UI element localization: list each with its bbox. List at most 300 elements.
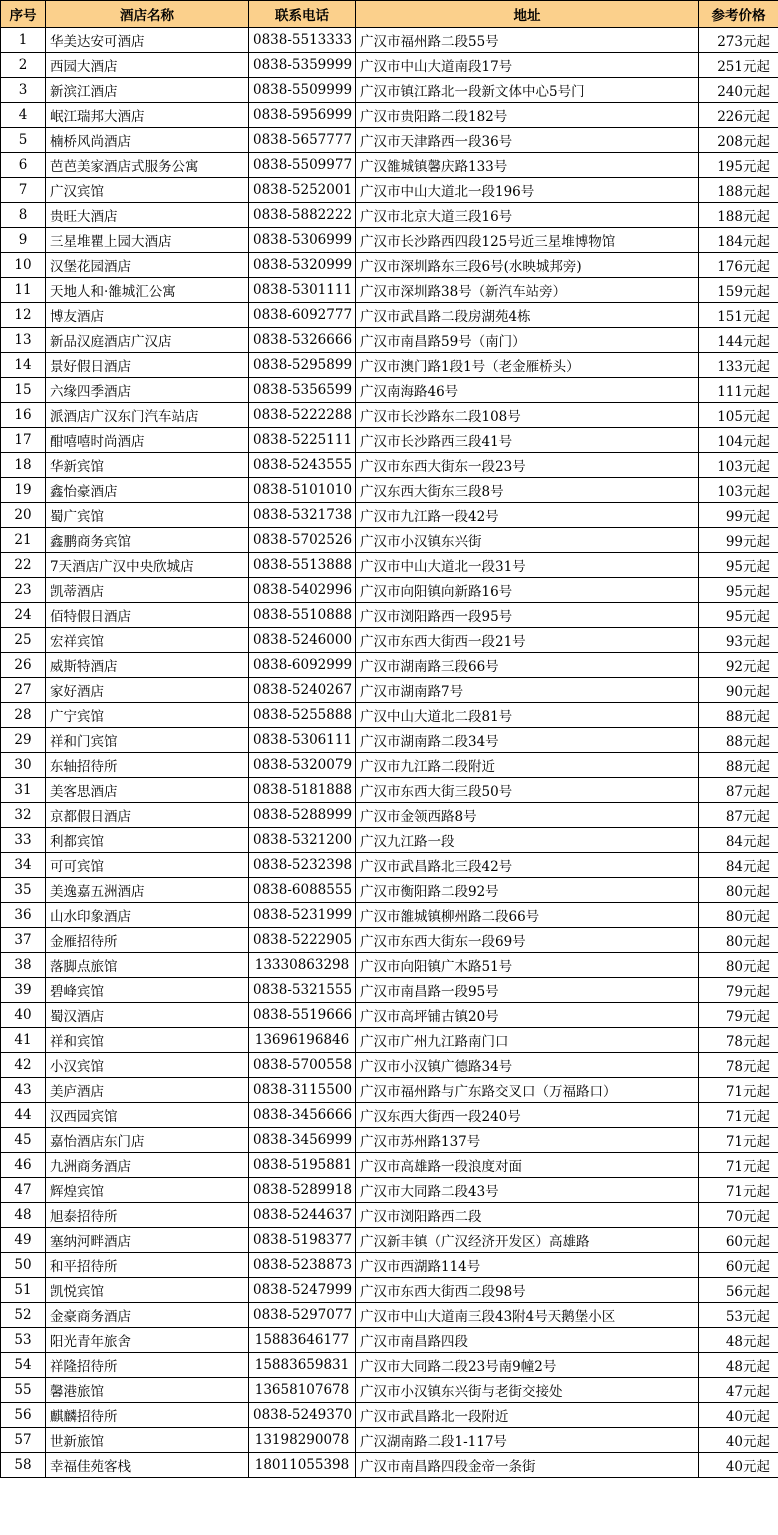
price-cell: 93元起 bbox=[699, 628, 778, 653]
row-number-cell: 48 bbox=[1, 1203, 46, 1228]
phone-number-cell: 0838-5288999 bbox=[249, 803, 356, 828]
table-row bbox=[1, 553, 778, 578]
row-number-cell: 42 bbox=[1, 1053, 46, 1078]
table-row bbox=[1, 578, 778, 603]
address-cell: 广汉市澳门路1段1号（老金雁桥头） bbox=[356, 353, 699, 378]
address-cell: 广汉中山大道北二段81号 bbox=[356, 703, 699, 728]
address-cell: 广汉九江路一段 bbox=[356, 828, 699, 853]
hotel-name-cell: 蜀广宾馆 bbox=[46, 503, 249, 528]
phone-number-cell: 0838-5225111 bbox=[249, 428, 356, 453]
price-cell: 80元起 bbox=[699, 953, 778, 978]
table-row bbox=[1, 1428, 778, 1453]
address-cell: 广汉市大同路二段43号 bbox=[356, 1178, 699, 1203]
address-cell: 广汉市北京大道三段16号 bbox=[356, 203, 699, 228]
address-cell: 广汉市金领西路8号 bbox=[356, 803, 699, 828]
row-number-cell: 56 bbox=[1, 1403, 46, 1428]
row-number-cell: 16 bbox=[1, 403, 46, 428]
table-row bbox=[1, 28, 778, 53]
hotel-name-cell: 鑫鹏商务宾馆 bbox=[46, 528, 249, 553]
price-cell: 188元起 bbox=[699, 178, 778, 203]
phone-number-cell: 15883659831 bbox=[249, 1353, 356, 1378]
table-row bbox=[1, 903, 778, 928]
hotel-name-cell: 鑫怡豪酒店 bbox=[46, 478, 249, 503]
price-cell: 79元起 bbox=[699, 978, 778, 1003]
price-cell: 84元起 bbox=[699, 828, 778, 853]
price-cell: 159元起 bbox=[699, 278, 778, 303]
row-number-cell: 7 bbox=[1, 178, 46, 203]
row-number-cell: 58 bbox=[1, 1453, 46, 1478]
table-row bbox=[1, 1353, 778, 1378]
phone-number-cell: 0838-5882222 bbox=[249, 203, 356, 228]
table-row bbox=[1, 1403, 778, 1428]
phone-number-cell: 18011055398 bbox=[249, 1453, 356, 1478]
hotel-name-cell: 东轴招待所 bbox=[46, 753, 249, 778]
price-cell: 40元起 bbox=[699, 1428, 778, 1453]
hotel-name-cell: 华新宾馆 bbox=[46, 453, 249, 478]
row-number-cell: 23 bbox=[1, 578, 46, 603]
table-row bbox=[1, 153, 778, 178]
hotel-name-cell: 7天酒店广汉中央欣城店 bbox=[46, 553, 249, 578]
address-cell: 广汉东西大街东三段8号 bbox=[356, 478, 699, 503]
address-cell: 广汉市东西大街东一段23号 bbox=[356, 453, 699, 478]
price-cell: 88元起 bbox=[699, 753, 778, 778]
address-cell: 广汉市镇江路北一段新文体中心5号门 bbox=[356, 78, 699, 103]
phone-number-cell: 0838-5356599 bbox=[249, 378, 356, 403]
phone-number-cell: 0838-5231999 bbox=[249, 903, 356, 928]
price-cell: 60元起 bbox=[699, 1253, 778, 1278]
hotel-name-cell: 美客思酒店 bbox=[46, 778, 249, 803]
row-number-cell: 12 bbox=[1, 303, 46, 328]
phone-number-cell: 0838-5359999 bbox=[249, 53, 356, 78]
row-number-cell: 4 bbox=[1, 103, 46, 128]
hotel-name-cell: 新滨江酒店 bbox=[46, 78, 249, 103]
phone-number-cell: 0838-5101010 bbox=[249, 478, 356, 503]
address-cell: 广汉市长沙路西四段125号近三星堆博物馆 bbox=[356, 228, 699, 253]
address-cell: 广汉市中山大道南段17号 bbox=[356, 53, 699, 78]
table-row bbox=[1, 953, 778, 978]
table-row bbox=[1, 928, 778, 953]
phone-number-cell: 0838-5297077 bbox=[249, 1303, 356, 1328]
phone-number-cell: 0838-5326666 bbox=[249, 328, 356, 353]
table-row bbox=[1, 253, 778, 278]
price-cell: 78元起 bbox=[699, 1028, 778, 1053]
price-cell: 104元起 bbox=[699, 428, 778, 453]
table-row bbox=[1, 653, 778, 678]
hotel-name-cell: 蜀汉酒店 bbox=[46, 1003, 249, 1028]
phone-number-cell: 0838-5243555 bbox=[249, 453, 356, 478]
table-row bbox=[1, 1303, 778, 1328]
row-number-cell: 29 bbox=[1, 728, 46, 753]
row-number-cell: 2 bbox=[1, 53, 46, 78]
price-cell: 95元起 bbox=[699, 603, 778, 628]
address-cell: 广汉市湖南路7号 bbox=[356, 678, 699, 703]
hotel-name-cell: 金豪商务酒店 bbox=[46, 1303, 249, 1328]
row-number-cell: 25 bbox=[1, 628, 46, 653]
price-cell: 71元起 bbox=[699, 1078, 778, 1103]
phone-number-cell: 0838-5249370 bbox=[249, 1403, 356, 1428]
price-cell: 151元起 bbox=[699, 303, 778, 328]
phone-number-cell: 0838-5700558 bbox=[249, 1053, 356, 1078]
address-cell: 广汉市武昌路二段房湖苑4栋 bbox=[356, 303, 699, 328]
hotel-name-cell: 派酒店广汉东门汽车站店 bbox=[46, 403, 249, 428]
hotel-name-cell: 天地人和·雒城汇公寓 bbox=[46, 278, 249, 303]
phone-number-cell: 0838-5702526 bbox=[249, 528, 356, 553]
price-cell: 103元起 bbox=[699, 453, 778, 478]
phone-number-cell: 0838-5321200 bbox=[249, 828, 356, 853]
address-cell: 广汉市高雄路一段浪度对面 bbox=[356, 1153, 699, 1178]
address-cell: 广汉市大同路二段23号南9幢2号 bbox=[356, 1353, 699, 1378]
table-row bbox=[1, 1228, 778, 1253]
phone-number-cell: 0838-5320079 bbox=[249, 753, 356, 778]
price-cell: 70元起 bbox=[699, 1203, 778, 1228]
address-cell: 广汉东西大街西一段240号 bbox=[356, 1103, 699, 1128]
price-cell: 87元起 bbox=[699, 803, 778, 828]
hotel-name-cell: 山水印象酒店 bbox=[46, 903, 249, 928]
phone-number-cell: 0838-5510888 bbox=[249, 603, 356, 628]
price-cell: 226元起 bbox=[699, 103, 778, 128]
row-number-cell: 9 bbox=[1, 228, 46, 253]
hotel-name-cell: 汉西园宾馆 bbox=[46, 1103, 249, 1128]
phone-number-cell: 0838-5513333 bbox=[249, 28, 356, 53]
price-cell: 195元起 bbox=[699, 153, 778, 178]
price-cell: 240元起 bbox=[699, 78, 778, 103]
address-cell: 广汉市长沙路西三段41号 bbox=[356, 428, 699, 453]
hotel-name-cell: 落脚点旅馆 bbox=[46, 953, 249, 978]
row-number-cell: 15 bbox=[1, 378, 46, 403]
hotel-name-cell: 宏祥宾馆 bbox=[46, 628, 249, 653]
hotel-name-cell: 祥隆招待所 bbox=[46, 1353, 249, 1378]
header-phone: 联系电话 bbox=[249, 1, 356, 28]
row-number-cell: 14 bbox=[1, 353, 46, 378]
price-cell: 78元起 bbox=[699, 1053, 778, 1078]
phone-number-cell: 0838-5289918 bbox=[249, 1178, 356, 1203]
row-number-cell: 32 bbox=[1, 803, 46, 828]
phone-number-cell: 0838-6088555 bbox=[249, 878, 356, 903]
row-number-cell: 57 bbox=[1, 1428, 46, 1453]
table-row bbox=[1, 1253, 778, 1278]
row-number-cell: 10 bbox=[1, 253, 46, 278]
phone-number-cell: 0838-5513888 bbox=[249, 553, 356, 578]
table-row bbox=[1, 1128, 778, 1153]
table-row bbox=[1, 803, 778, 828]
hotel-name-cell: 阳光青年旅舍 bbox=[46, 1328, 249, 1353]
row-number-cell: 53 bbox=[1, 1328, 46, 1353]
phone-number-cell: 0838-5195881 bbox=[249, 1153, 356, 1178]
table-row bbox=[1, 128, 778, 153]
address-cell: 广汉市小汉镇广德路34号 bbox=[356, 1053, 699, 1078]
address-cell: 广汉市九江路二段附近 bbox=[356, 753, 699, 778]
hotel-name-cell: 旭泰招待所 bbox=[46, 1203, 249, 1228]
table-row bbox=[1, 603, 778, 628]
row-number-cell: 18 bbox=[1, 453, 46, 478]
address-cell: 广汉南海路46号 bbox=[356, 378, 699, 403]
table-row bbox=[1, 503, 778, 528]
phone-number-cell: 0838-5244637 bbox=[249, 1203, 356, 1228]
row-number-cell: 50 bbox=[1, 1253, 46, 1278]
phone-number-cell: 0838-5238873 bbox=[249, 1253, 356, 1278]
address-cell: 广汉市东西大街西一段21号 bbox=[356, 628, 699, 653]
row-number-cell: 33 bbox=[1, 828, 46, 853]
address-cell: 广汉市雒城镇柳州路二段66号 bbox=[356, 903, 699, 928]
address-cell: 广汉市武昌路北三段42号 bbox=[356, 853, 699, 878]
hotel-name-cell: 凯悦宾馆 bbox=[46, 1278, 249, 1303]
table-row bbox=[1, 828, 778, 853]
address-cell: 广汉市南昌路一段95号 bbox=[356, 978, 699, 1003]
price-cell: 60元起 bbox=[699, 1228, 778, 1253]
row-number-cell: 52 bbox=[1, 1303, 46, 1328]
hotel-name-cell: 小汉宾馆 bbox=[46, 1053, 249, 1078]
price-cell: 188元起 bbox=[699, 203, 778, 228]
phone-number-cell: 0838-5306111 bbox=[249, 728, 356, 753]
hotel-name-cell: 新品汉庭酒店广汉店 bbox=[46, 328, 249, 353]
price-cell: 184元起 bbox=[699, 228, 778, 253]
table-row bbox=[1, 1153, 778, 1178]
price-cell: 80元起 bbox=[699, 928, 778, 953]
table-row bbox=[1, 628, 778, 653]
address-cell: 广汉新丰镇（广汉经济开发区）高雄路 bbox=[356, 1228, 699, 1253]
phone-number-cell: 0838-6092777 bbox=[249, 303, 356, 328]
hotel-name-cell: 世新旅馆 bbox=[46, 1428, 249, 1453]
table-body bbox=[1, 28, 778, 1478]
table-row bbox=[1, 1378, 778, 1403]
price-cell: 90元起 bbox=[699, 678, 778, 703]
table-row bbox=[1, 1278, 778, 1303]
hotel-name-cell: 祥和宾馆 bbox=[46, 1028, 249, 1053]
phone-number-cell: 0838-5246000 bbox=[249, 628, 356, 653]
table-row bbox=[1, 428, 778, 453]
price-cell: 251元起 bbox=[699, 53, 778, 78]
price-cell: 71元起 bbox=[699, 1178, 778, 1203]
phone-number-cell: 0838-5321738 bbox=[249, 503, 356, 528]
price-cell: 79元起 bbox=[699, 1003, 778, 1028]
phone-number-cell: 0838-3115500 bbox=[249, 1078, 356, 1103]
price-cell: 144元起 bbox=[699, 328, 778, 353]
phone-number-cell: 0838-5222905 bbox=[249, 928, 356, 953]
row-number-cell: 3 bbox=[1, 78, 46, 103]
hotel-name-cell: 美逸嘉五洲酒店 bbox=[46, 878, 249, 903]
address-cell: 广汉市武昌路北一段附近 bbox=[356, 1403, 699, 1428]
table-row bbox=[1, 328, 778, 353]
phone-number-cell: 0838-5956999 bbox=[249, 103, 356, 128]
row-number-cell: 11 bbox=[1, 278, 46, 303]
address-cell: 广汉市浏阳路西一段95号 bbox=[356, 603, 699, 628]
phone-number-cell: 0838-5295899 bbox=[249, 353, 356, 378]
phone-number-cell: 15883646177 bbox=[249, 1328, 356, 1353]
price-cell: 99元起 bbox=[699, 528, 778, 553]
hotel-name-cell: 景好假日酒店 bbox=[46, 353, 249, 378]
address-cell: 广汉市东西大街三段50号 bbox=[356, 778, 699, 803]
table-row bbox=[1, 478, 778, 503]
table-row bbox=[1, 53, 778, 78]
address-cell: 广汉市浏阳路西二段 bbox=[356, 1203, 699, 1228]
hotel-name-cell: 三星堆瞿上园大酒店 bbox=[46, 228, 249, 253]
hotel-name-cell: 家好酒店 bbox=[46, 678, 249, 703]
table-row bbox=[1, 1103, 778, 1128]
header-address: 地址 bbox=[356, 1, 699, 28]
price-cell: 80元起 bbox=[699, 878, 778, 903]
row-number-cell: 39 bbox=[1, 978, 46, 1003]
row-number-cell: 8 bbox=[1, 203, 46, 228]
address-cell: 广汉市福州路与广东路交叉口（万福路口） bbox=[356, 1078, 699, 1103]
price-cell: 40元起 bbox=[699, 1403, 778, 1428]
hotel-name-cell: 六缘四季酒店 bbox=[46, 378, 249, 403]
row-number-cell: 40 bbox=[1, 1003, 46, 1028]
phone-number-cell: 0838-3456666 bbox=[249, 1103, 356, 1128]
phone-number-cell: 0838-5247999 bbox=[249, 1278, 356, 1303]
phone-number-cell: 0838-5509999 bbox=[249, 78, 356, 103]
phone-number-cell: 0838-5320999 bbox=[249, 253, 356, 278]
address-cell: 广汉市中山大道北一段31号 bbox=[356, 553, 699, 578]
address-cell: 广汉市南昌路四段 bbox=[356, 1328, 699, 1353]
hotel-name-cell: 祥和门宾馆 bbox=[46, 728, 249, 753]
row-number-cell: 6 bbox=[1, 153, 46, 178]
hotel-name-cell: 辉煌宾馆 bbox=[46, 1178, 249, 1203]
price-cell: 92元起 bbox=[699, 653, 778, 678]
row-number-cell: 27 bbox=[1, 678, 46, 703]
phone-number-cell: 0838-5252001 bbox=[249, 178, 356, 203]
address-cell: 广汉市九江路一段42号 bbox=[356, 503, 699, 528]
table-row bbox=[1, 403, 778, 428]
table-row bbox=[1, 1003, 778, 1028]
header-no: 序号 bbox=[1, 1, 46, 28]
address-cell: 广汉市南昌路59号（南门） bbox=[356, 328, 699, 353]
hotel-name-cell: 汉堡花园酒店 bbox=[46, 253, 249, 278]
header-name: 酒店名称 bbox=[46, 1, 249, 28]
hotel-name-cell: 碧峰宾馆 bbox=[46, 978, 249, 1003]
phone-number-cell: 0838-5181888 bbox=[249, 778, 356, 803]
address-cell: 广汉市天津路西一段36号 bbox=[356, 128, 699, 153]
phone-number-cell: 0838-5657777 bbox=[249, 128, 356, 153]
address-cell: 广汉市湖南路三段66号 bbox=[356, 653, 699, 678]
row-number-cell: 5 bbox=[1, 128, 46, 153]
hotel-name-cell: 美庐酒店 bbox=[46, 1078, 249, 1103]
row-number-cell: 21 bbox=[1, 528, 46, 553]
price-cell: 111元起 bbox=[699, 378, 778, 403]
row-number-cell: 19 bbox=[1, 478, 46, 503]
hotel-name-cell: 金雁招待所 bbox=[46, 928, 249, 953]
price-cell: 53元起 bbox=[699, 1303, 778, 1328]
table-row bbox=[1, 528, 778, 553]
phone-number-cell: 13198290078 bbox=[249, 1428, 356, 1453]
phone-number-cell: 0838-5240267 bbox=[249, 678, 356, 703]
phone-number-cell: 0838-5321555 bbox=[249, 978, 356, 1003]
table-row bbox=[1, 228, 778, 253]
hotel-name-cell: 九洲商务酒店 bbox=[46, 1153, 249, 1178]
table-row bbox=[1, 1203, 778, 1228]
hotel-name-cell: 威斯特酒店 bbox=[46, 653, 249, 678]
price-cell: 56元起 bbox=[699, 1278, 778, 1303]
table-row bbox=[1, 778, 778, 803]
hotel-name-cell: 凯蒂酒店 bbox=[46, 578, 249, 603]
row-number-cell: 43 bbox=[1, 1078, 46, 1103]
phone-number-cell: 0838-5198377 bbox=[249, 1228, 356, 1253]
price-cell: 273元起 bbox=[699, 28, 778, 53]
address-cell: 广汉市小汉镇东兴街与老街交接处 bbox=[356, 1378, 699, 1403]
table-row bbox=[1, 1028, 778, 1053]
hotel-name-cell: 博友酒店 bbox=[46, 303, 249, 328]
address-cell: 广汉市中山大道北一段196号 bbox=[356, 178, 699, 203]
row-number-cell: 47 bbox=[1, 1178, 46, 1203]
row-number-cell: 41 bbox=[1, 1028, 46, 1053]
row-number-cell: 1 bbox=[1, 28, 46, 53]
hotel-name-cell: 芭芭美家酒店式服务公寓 bbox=[46, 153, 249, 178]
row-number-cell: 51 bbox=[1, 1278, 46, 1303]
price-cell: 176元起 bbox=[699, 253, 778, 278]
address-cell: 广汉市福州路二段55号 bbox=[356, 28, 699, 53]
table-row bbox=[1, 1453, 778, 1478]
table-row bbox=[1, 353, 778, 378]
phone-number-cell: 13658107678 bbox=[249, 1378, 356, 1403]
header-price: 参考价格 bbox=[699, 1, 778, 28]
price-cell: 87元起 bbox=[699, 778, 778, 803]
row-number-cell: 44 bbox=[1, 1103, 46, 1128]
phone-number-cell: 0838-5301111 bbox=[249, 278, 356, 303]
row-number-cell: 55 bbox=[1, 1378, 46, 1403]
table-row bbox=[1, 78, 778, 103]
address-cell: 广汉市深圳路东三段6号(水映城邦旁) bbox=[356, 253, 699, 278]
price-cell: 103元起 bbox=[699, 478, 778, 503]
price-cell: 208元起 bbox=[699, 128, 778, 153]
address-cell: 广汉市衡阳路二段92号 bbox=[356, 878, 699, 903]
phone-number-cell: 0838-3456999 bbox=[249, 1128, 356, 1153]
table-row bbox=[1, 303, 778, 328]
address-cell: 广汉市中山大道南三段43附4号天鹅堡小区 bbox=[356, 1303, 699, 1328]
table-row bbox=[1, 753, 778, 778]
table-row bbox=[1, 853, 778, 878]
hotel-name-cell: 广宁宾馆 bbox=[46, 703, 249, 728]
address-cell: 广汉市西湖路114号 bbox=[356, 1253, 699, 1278]
hotel-name-cell: 酣嘻嘻时尚酒店 bbox=[46, 428, 249, 453]
table-row bbox=[1, 678, 778, 703]
table-row bbox=[1, 203, 778, 228]
row-number-cell: 34 bbox=[1, 853, 46, 878]
hotel-name-cell: 塞纳河畔酒店 bbox=[46, 1228, 249, 1253]
price-cell: 71元起 bbox=[699, 1128, 778, 1153]
hotel-name-cell: 西园大酒店 bbox=[46, 53, 249, 78]
header-row bbox=[1, 1, 778, 28]
address-cell: 广汉市东西大街西二段98号 bbox=[356, 1278, 699, 1303]
price-cell: 47元起 bbox=[699, 1378, 778, 1403]
hotel-name-cell: 和平招待所 bbox=[46, 1253, 249, 1278]
row-number-cell: 28 bbox=[1, 703, 46, 728]
table-row bbox=[1, 1053, 778, 1078]
price-cell: 88元起 bbox=[699, 703, 778, 728]
table-row bbox=[1, 728, 778, 753]
hotel-name-cell: 广汉宾馆 bbox=[46, 178, 249, 203]
price-cell: 71元起 bbox=[699, 1103, 778, 1128]
hotel-name-cell: 京都假日酒店 bbox=[46, 803, 249, 828]
hotel-name-cell: 可可宾馆 bbox=[46, 853, 249, 878]
row-number-cell: 13 bbox=[1, 328, 46, 353]
hotel-name-cell: 佰特假日酒店 bbox=[46, 603, 249, 628]
hotel-name-cell: 嘉怡酒店东门店 bbox=[46, 1128, 249, 1153]
phone-number-cell: 0838-5509977 bbox=[249, 153, 356, 178]
hotel-name-cell: 馨港旅馆 bbox=[46, 1378, 249, 1403]
table-row bbox=[1, 1078, 778, 1103]
table-row bbox=[1, 978, 778, 1003]
row-number-cell: 38 bbox=[1, 953, 46, 978]
table-row bbox=[1, 103, 778, 128]
price-cell: 48元起 bbox=[699, 1353, 778, 1378]
phone-number-cell: 0838-5232398 bbox=[249, 853, 356, 878]
address-cell: 广汉市向阳镇广木路51号 bbox=[356, 953, 699, 978]
price-cell: 71元起 bbox=[699, 1153, 778, 1178]
address-cell: 广汉市南昌路四段金帝一条街 bbox=[356, 1453, 699, 1478]
address-cell: 广汉市长沙路东二段108号 bbox=[356, 403, 699, 428]
phone-number-cell: 0838-5255888 bbox=[249, 703, 356, 728]
address-cell: 广汉市广州九江路南门口 bbox=[356, 1028, 699, 1053]
hotel-name-cell: 华美达安可酒店 bbox=[46, 28, 249, 53]
